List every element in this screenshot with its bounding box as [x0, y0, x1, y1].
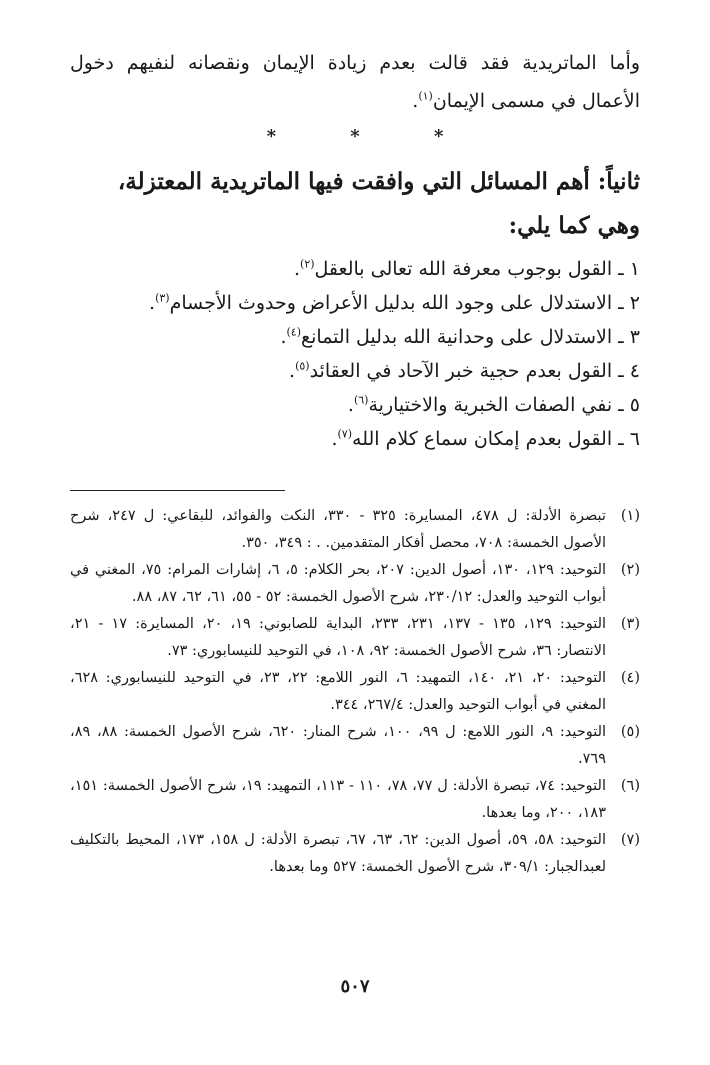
footnote-ref-1[interactable]: (١) [418, 89, 433, 103]
footnote-text: التوحيد: ٩، النور اللامع: ل ٩٩، ١٠٠، شرح المنار: ٦٢٠، شرح الأصول الخمسة: ٨٨، ٨٩، ٧٦٩. [70, 724, 607, 767]
list-item-text: نفي الصفات الخبرية والاختيارية [368, 394, 613, 416]
footnote-text: التوحيد: ٧٤، تبصرة الأدلة: ل ٧٧، ٧٨، ١١٠ - ١١٣، التمهيد: ١٩، شرح الأصول الخمسة: ١٥١، ١٨٣، ٢٠٠، وما بعدها. [70, 778, 606, 821]
list-item-number: ١ [629, 258, 640, 280]
footnote-number: (٧) [620, 832, 640, 848]
footnote-number: (٦) [620, 778, 640, 794]
section-heading: ثانياً: أهم المسائل التي وافقت فيها الماتريدية المعتزلة، وهي كما يلي: [117, 168, 640, 239]
list-item-text: القول بعدم حجية خبر الآحاد في العقائد [309, 360, 613, 382]
intro-line-2: الأعمال في مسمى الإيمان [432, 90, 640, 112]
list-item-number: ٣ [629, 326, 640, 348]
footnote [70, 557, 640, 611]
issues-list [70, 252, 640, 456]
list-item: ٤ ـ القول بعدم حجية خبر الآحاد في العقائد$^{(٥)}$. [289, 359, 640, 382]
list-item-number: ٢ [629, 292, 640, 314]
intro-end: . [412, 90, 419, 112]
list-item-number: ٦ [629, 428, 640, 450]
page-number: ٥٠٧ [340, 976, 370, 997]
footnote-ref[interactable]: (٧) [337, 427, 353, 441]
footnote-number: (١) [620, 508, 640, 524]
footnote-divider [70, 490, 285, 491]
footnote [70, 827, 640, 881]
footnote-text: التوحيد: ١٢٩، ١٣٠، أصول الدين: ٢٠٧، بحر الكلام: ٥، ٦، إشارات المرام: ٧٥، المغني في أبواب التوحيد والعدل: ٢٣٠/١٢، شرح الأصول الخمسة: ٥٢ - ٥٥، ٦١، ٦٢، ٨٧، ٨٨. [70, 562, 607, 605]
section-separator: * * * [266, 126, 478, 147]
footnote-ref[interactable]: (٦) [353, 393, 369, 407]
footnote-number: (٥) [620, 724, 640, 740]
footnote-divider-wrap [70, 456, 640, 503]
footnote [70, 503, 640, 557]
footnote-text: التوحيد: ٥٨، ٥٩، أصول الدين: ٦٢، ٦٣، ٦٧، تبصرة الأدلة: ل ١٥٨، ١٧٣، المحيط بالتكليف لعبدالجبار: ٣٠٩/١، شرح الأصول الخمسة: ٥٢٧ وما بعدها. [70, 832, 606, 875]
footnote-ref[interactable]: (٣) [155, 291, 170, 305]
footnote-ref[interactable]: (٤) [286, 325, 301, 339]
footnote [70, 611, 640, 665]
footnote-number: (٣) [620, 616, 640, 632]
intro-paragraph [70, 44, 640, 120]
footnote [70, 773, 640, 827]
footnote [70, 665, 640, 719]
footnote-ref[interactable]: (٢) [300, 257, 315, 271]
list-item-text: الاستدلال على وحدانية الله بدليل التمانع [301, 326, 613, 348]
list-item-number: ٥ [629, 394, 640, 416]
list-item: ٦ ـ القول بعدم إمكان سماع كلام الله$^{(٧)}$. [331, 427, 640, 450]
intro-line-1: وأما الماتريدية فقد قالت بعدم زيادة الإيمان ونقصانه لنفيهم دخول [70, 52, 640, 74]
list-item-text: القول بوجوب معرفة الله تعالى بالعقل [314, 258, 613, 280]
footnote-text: التوحيد: ١٢٩، ١٣٥ - ١٣٧، ٢٣١، ٢٣٣، البداية للصابوني: ١٩، ٢٠، المسايرة: ١٧ - ٢١، الانتصار: ٣٦، شرح الأصول الخمسة: ٩٢، ١٠٨، في التوحيد للنيسابوري: ٧٣. [70, 616, 607, 659]
list-item: ٥ ـ نفي الصفات الخبرية والاختيارية$^{(٦)}$. [347, 393, 640, 416]
footnotes-section [70, 503, 640, 881]
list-item-text: الاستدلال على وجود الله بدليل الأعراض وحدوث الأجسام [169, 292, 613, 314]
list-item: ٢ ـ الاستدلال على وجود الله بدليل الأعراض وحدوث الأجسام$^{(٣)}$. [149, 291, 640, 314]
footnote-number: (٤) [620, 670, 640, 686]
list-item-text: القول بعدم إمكان سماع كلام الله [352, 428, 613, 450]
list-item: ١ ـ القول بوجوب معرفة الله تعالى بالعقل$^{(٢)}$. [293, 257, 640, 280]
list-item: ٣ ـ الاستدلال على وحدانية الله بدليل التمانع$^{(٤)}$. [280, 325, 640, 348]
page-body [70, 44, 640, 881]
footnote-number: (٢) [620, 562, 640, 578]
footnote-text: تبصرة الأدلة: ل ٤٧٨، المسايرة: ٣٢٥ - ٣٣٠، النكت والفوائد، للبقاعي: ل ٢٤٧، شرح الأصول الخمسة: ٧٠٨، محصل أفكار المتقدمين. . : ٣٤٩، ٣٥٠. [70, 508, 606, 551]
list-item-number: ٤ [629, 360, 640, 382]
footnote-ref[interactable]: (٥) [295, 359, 310, 373]
footnote [70, 719, 640, 773]
footnote-text: التوحيد: ٢٠، ٢١، ١٤٠، التمهيد: ٦، النور اللامع: ٢٢، ٢٣، في التوحيد للنيسابوري: ٦٢٨، المغني في أبواب التوحيد والعدل: ٢٦٧/٤، ٣٤٤. [70, 670, 607, 713]
